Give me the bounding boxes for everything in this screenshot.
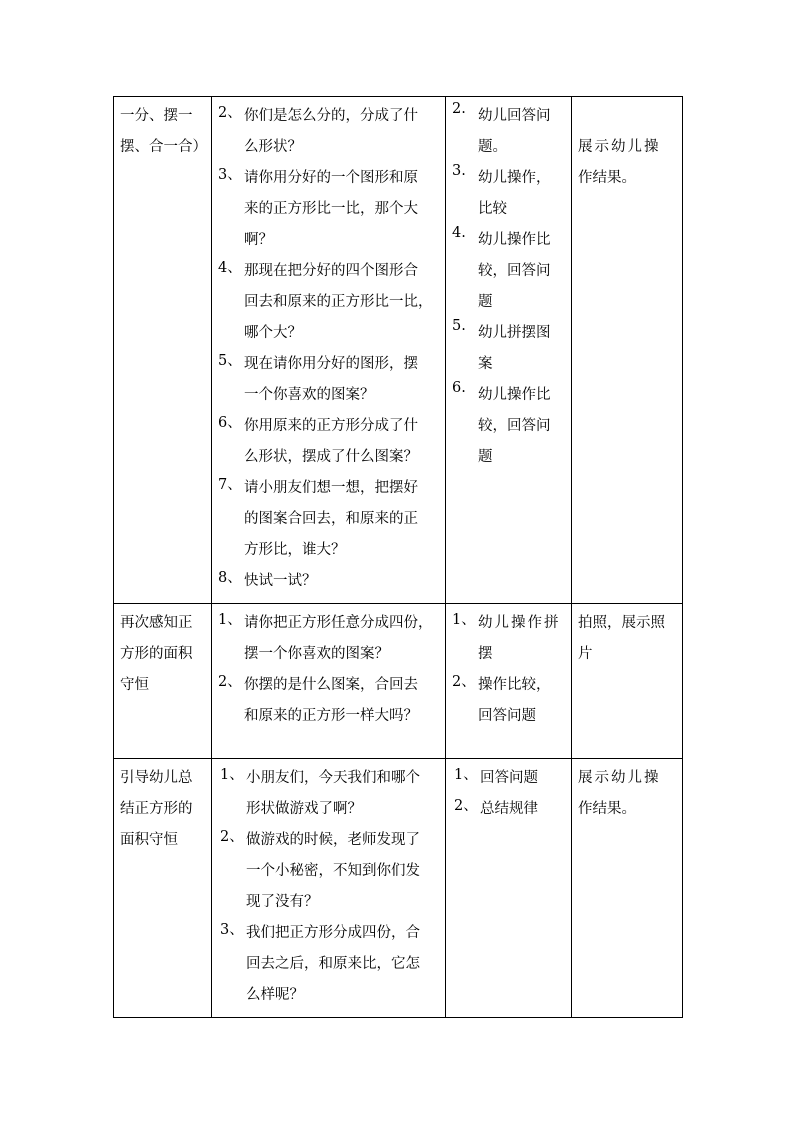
list-item: 1、 幼儿操作拼 摆: [452, 612, 561, 662]
list-item: 2. 幼儿回答问 题。: [452, 101, 551, 155]
stage-text: 守恒: [120, 677, 149, 693]
notes-text: 展示幼儿操: [578, 139, 661, 155]
notes-text: 作结果。: [578, 801, 636, 817]
children-activity-cell: [446, 759, 572, 1018]
list-item: 3、 请你用分好的一个图形和原 来的正方形比一比，那个大 啊？: [218, 167, 418, 248]
list-item: 3. 幼儿操作， 比较: [452, 163, 551, 217]
list-item: 5. 幼儿拼摆图 案: [452, 318, 551, 372]
list-item: 1、 请你把正方形任意分成四份， 摆一个你喜欢的图案？: [218, 612, 433, 662]
list-item: 8、 快试一试？: [218, 570, 317, 589]
stage-text: 面积守恒: [120, 832, 178, 848]
list-item: 2、 做游戏的时候，老师发现了 一个小秘密，不知到你们发 现了没有？: [220, 829, 420, 910]
stage-cell: [114, 604, 212, 759]
children-activity-cell: [446, 97, 572, 604]
table-row: [114, 604, 683, 759]
list-item: 2、 你摆的是什么图案，合回去 和原来的正方形一样大吗？: [218, 674, 418, 724]
teacher-activity-cell: [212, 97, 446, 604]
notes-text: 展示幼儿操: [578, 770, 661, 786]
list-item: 4. 幼儿操作比 较，回答问 题: [452, 225, 551, 310]
notes-text: 片: [578, 646, 593, 662]
teacher-activity-cell: [212, 604, 446, 759]
list-item: 1、 回答问题: [454, 767, 538, 786]
notes-text: 作结果。: [578, 170, 636, 186]
list-item: 2、 总结规律: [454, 798, 538, 817]
list-item: 7、 请小朋友们想一想，把摆好 的图案合回去，和原来的正 方形比，谁大？: [218, 477, 418, 558]
teacher-activity-cell: [212, 759, 446, 1018]
list-item: 2、 你们是怎么分的，分成了什 么形状？: [218, 105, 418, 155]
stage-cell: [114, 759, 212, 1018]
stage-text: 摆、合一合）: [120, 139, 207, 155]
stage-text: 再次感知正: [120, 615, 193, 631]
children-activity-cell: [446, 604, 572, 759]
table-row: [114, 759, 683, 1018]
stage-text: 结正方形的: [120, 801, 193, 817]
stage-cell: [114, 97, 212, 604]
list-item: 3、 我们把正方形分成四份，合 回去之后，和原来比，它怎 么样呢？: [220, 922, 420, 1003]
list-item: 4、 那现在把分好的四个图形合 回去和原来的正方形比一比， 哪个大？: [218, 260, 433, 341]
stage-text: 方形的面积: [120, 646, 193, 662]
list-item: 5、 现在请你用分好的图形，摆 一个你喜欢的图案？: [218, 353, 418, 403]
notes-cell: [572, 759, 683, 1018]
notes-cell: [572, 97, 683, 604]
stage-text: 引导幼儿总: [120, 770, 193, 786]
list-item: 6. 幼儿操作比 较，回答问 题: [452, 380, 551, 465]
list-item: 2、 操作比较， 回答问题: [452, 674, 551, 724]
stage-text: 一分、摆一: [120, 108, 193, 124]
list-item: 1、 小朋友们，今天我们和哪个 形状做游戏了啊？: [220, 767, 420, 817]
notes-text: 拍照，展示照: [578, 615, 665, 631]
table-row: [114, 97, 683, 604]
notes-cell: [572, 604, 683, 759]
lesson-plan-table: [113, 96, 683, 1018]
list-item: 6、 你用原来的正方形分成了什 么形状，摆成了什么图案？: [218, 415, 418, 465]
